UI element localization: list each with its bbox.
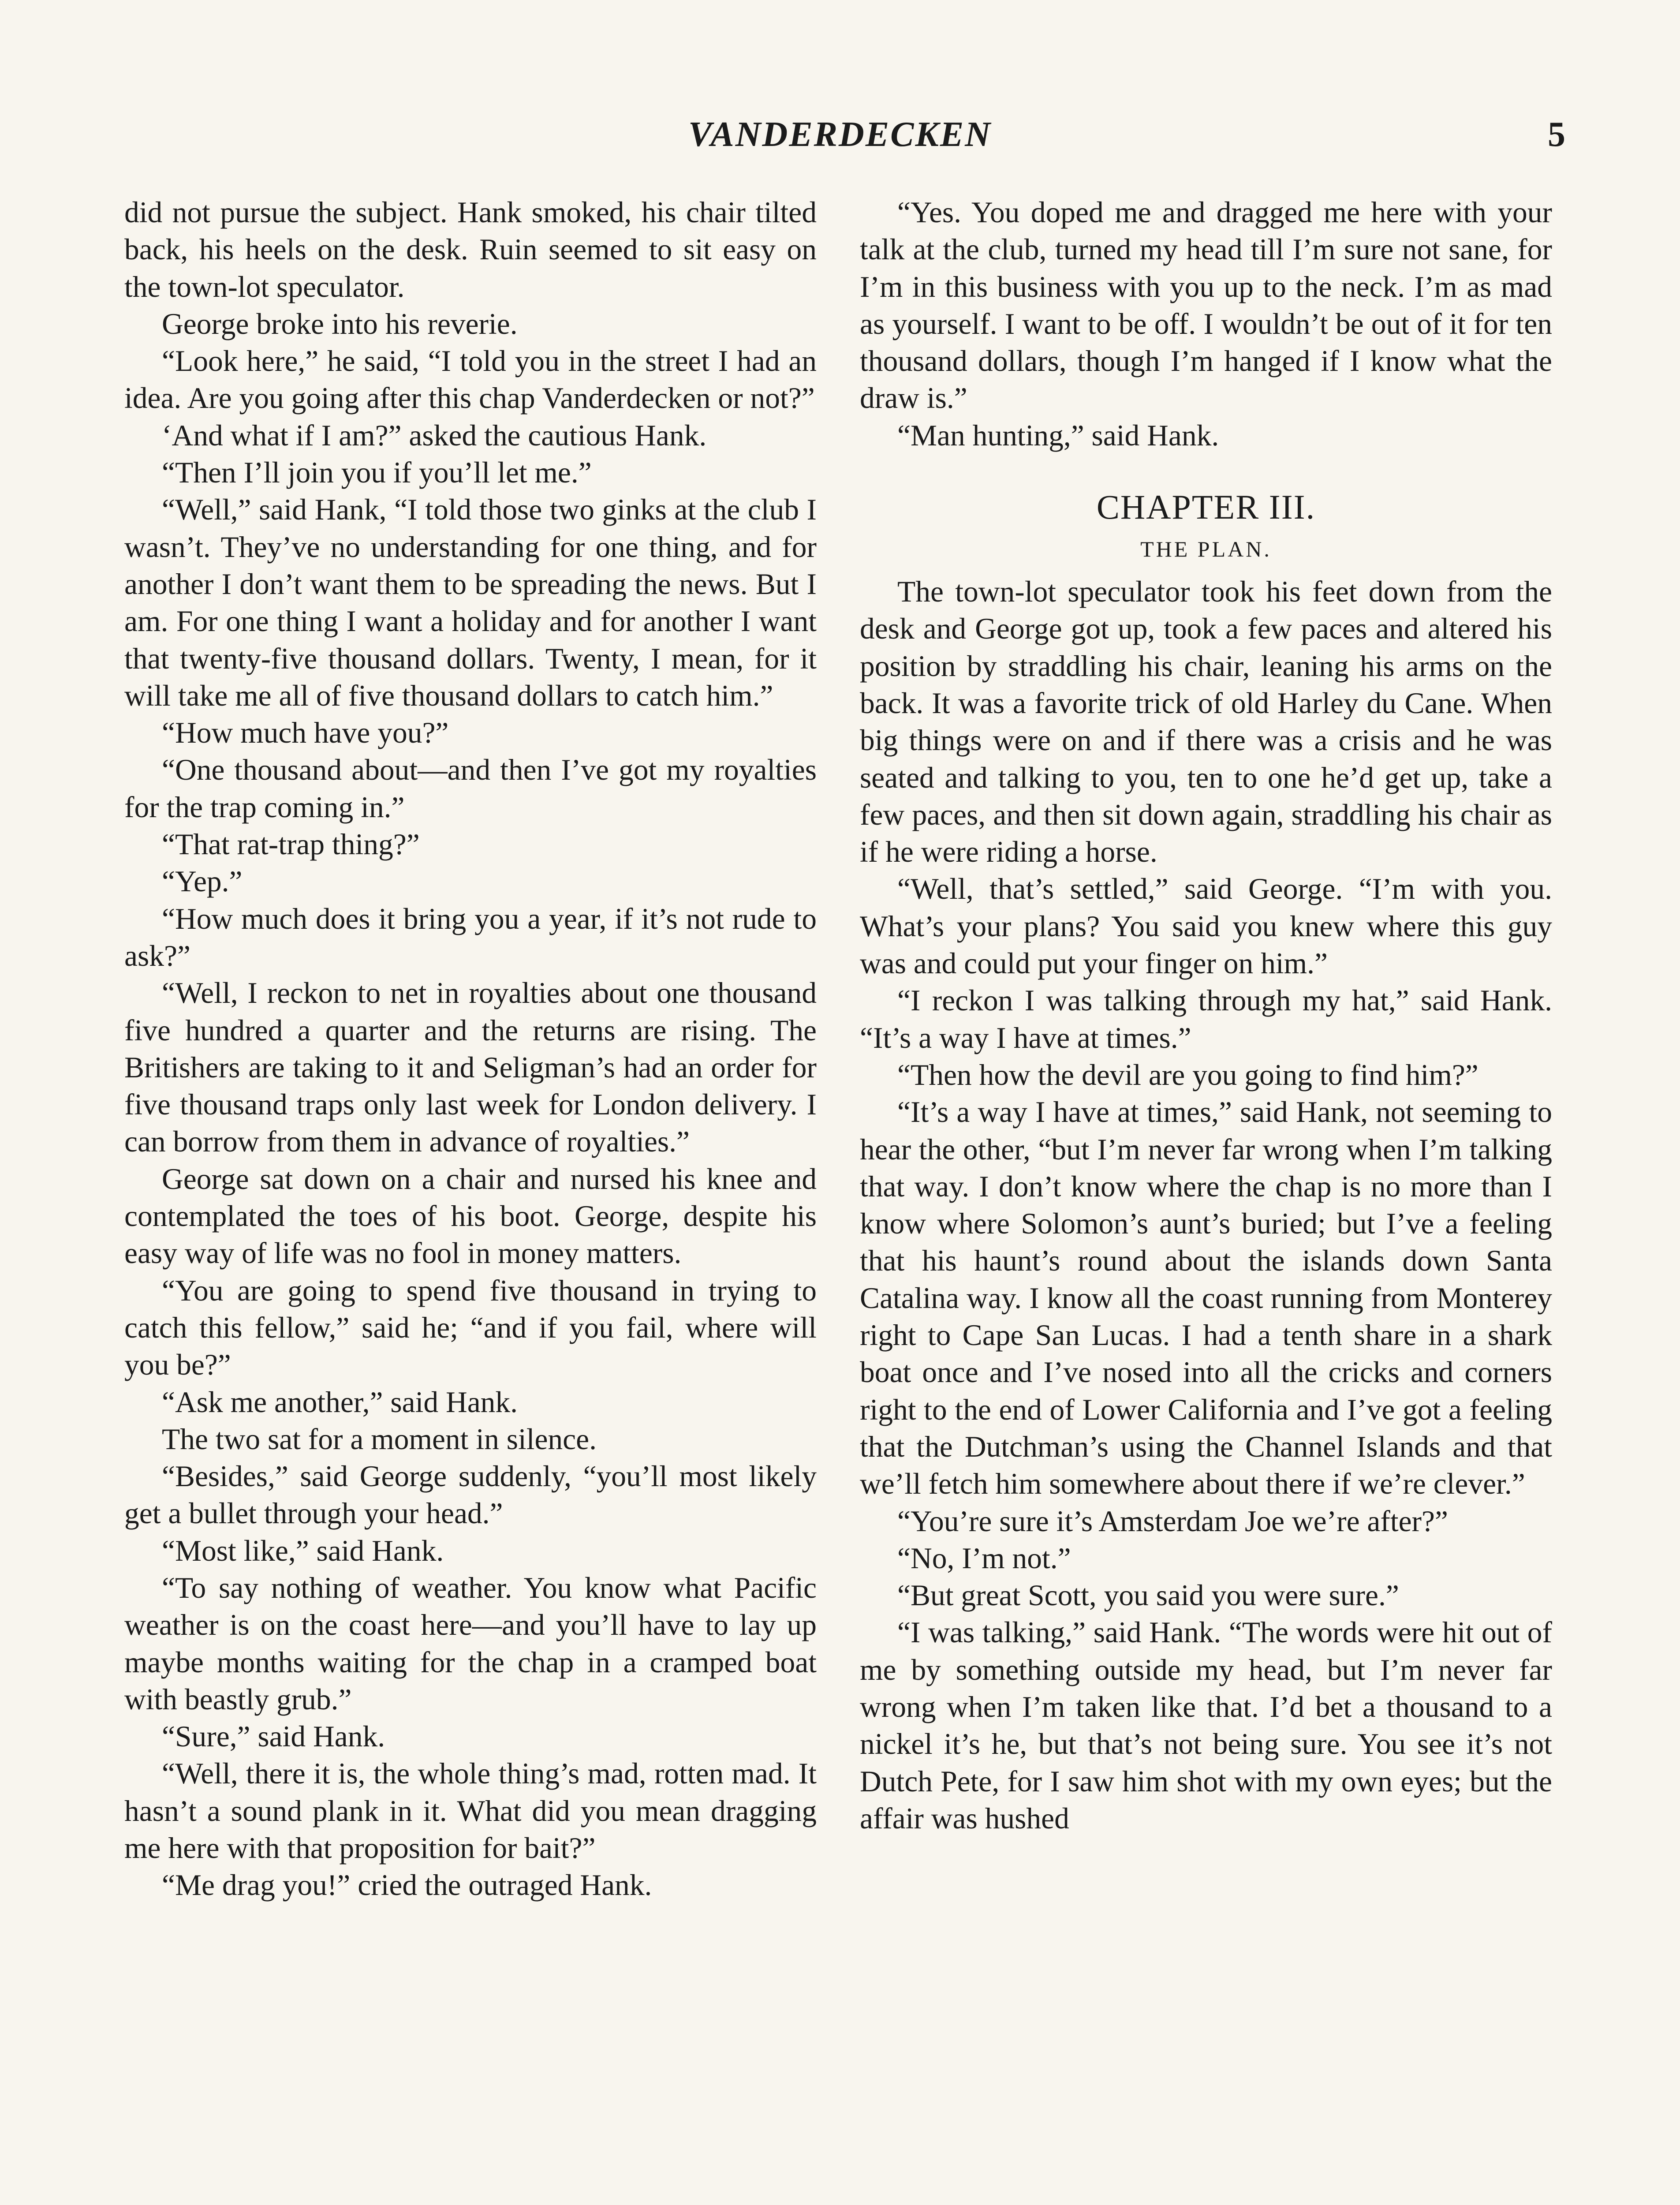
paragraph: “I reckon I was talking through my hat,” said Hank. “It’s a way I have at times.” — [860, 984, 1552, 1054]
paragraph: The two sat for a moment in silence. — [162, 1422, 597, 1456]
paragraph: George broke into his reverie. — [162, 307, 518, 340]
paragraph: “One thousand about—and then I’ve got my royalties for the trap coming in.” — [124, 753, 817, 824]
paragraph: “That rat-trap thing?” — [162, 828, 420, 861]
paragraph: “No, I’m not.” — [897, 1541, 1071, 1575]
paragraph: “To say nothing of weather. You know what Pacific weather is on the coast here—and you’ll have to lay up maybe months waiting for the chap in a cramped boat with beastly grub.” — [124, 1571, 817, 1716]
paragraph: “Ask me another,” said Hank. — [162, 1385, 518, 1419]
paragraph: “Man hunting,” said Hank. — [897, 419, 1219, 452]
chapter-subheading: THE PLAN. — [1140, 537, 1272, 562]
running-title: VANDERDECKEN — [688, 115, 992, 154]
paragraph: George sat down on a chair and nursed his knee and contemplated the toes of his boot. George, despite his easy way of life was no fool in money matters. — [124, 1162, 817, 1270]
paragraph: did not pursue the subject. Hank smoked, his chair tilted back, his heels on the desk. Ruin seemed to sit easy on the town-lot speculator. — [124, 196, 817, 303]
paragraph: “You’re sure it’s Amsterdam Joe we’re after?” — [897, 1504, 1448, 1538]
paragraph: “Then I’ll join you if you’ll let me.” — [162, 456, 592, 490]
left-column — [124, 194, 817, 1904]
paragraph: “It’s a way I have at times,” said Hank, not seeming to hear the other, “but I’m never far wrong when I’m talking that way. I don’t know where the chap is no more than I know where Solomon’s aunt’s buried; but I’ve a feeling that his haunt’s round about the islands down Santa Catalina way. I know all the coast running from Monterey right to Cape San Lucas. I had a tenth share in a shark boat once and I’ve nosed into all the cricks and corners right to the end of Lower California and I’ve got a feeling that the Dutchman’s using the Channel Islands and that we’ll fetch him somewhere about there if we’re clever.” — [860, 1095, 1552, 1501]
paragraph: “Sure,” said Hank. — [162, 1720, 385, 1753]
paragraph: “Yep.” — [162, 865, 243, 898]
page-number: 5 — [1548, 115, 1565, 154]
paragraph: “Well,” said Hank, “I told those two ginks at the club I wasn’t. They’ve no understanding for one thing, and for another I don’t want them to be spreading the news. But I am. For one thing I want a holiday and for another I want that twenty-five thousand dollars. Twenty, I mean, for it will take me all of five thousand dollars to catch him.” — [124, 493, 817, 712]
paragraph: ‘And what if I am?” asked the cautious Hank. — [162, 419, 707, 452]
paragraph: “You are going to spend five thousand in trying to catch this fellow,” said he; “and if you fail, where will you be?” — [124, 1274, 817, 1382]
paragraph: “Besides,” said George suddenly, “you’ll most likely get a bullet through your head.” — [124, 1460, 817, 1530]
paragraph: “Most like,” said Hank. — [162, 1534, 444, 1567]
paragraph: “Me drag you!” cried the outraged Hank. — [162, 1869, 652, 1902]
chapter-heading: CHAPTER III. — [1096, 488, 1316, 527]
paragraph: “Well, there it is, the whole thing’s mad, rotten mad. It hasn’t a sound plank in it. What did you mean dragging me here with that proposition for bait?” — [124, 1757, 817, 1865]
paragraph: The town-lot speculator took his feet down from the desk and George got up, took a few paces and altered his position by straddling his chair, leaning his arms on the back. It was a favorite trick of old Harley du Cane. When big things were on and if there was a crisis and he was seated and talking to you, ten to one he’d get up, take a few paces, and then sit down again, straddling his chair as if he were riding a horse. — [860, 575, 1552, 869]
paragraph: “Well, I reckon to net in royalties about one thousand five hundred a quarter and the returns are rising. The Britishers are taking to it and Seligman’s had an order for five thousand traps only last week for London delivery. I can borrow from them in advance of royalties.” — [124, 976, 817, 1159]
paragraph: “Then how the devil are you going to find him?” — [897, 1058, 1478, 1091]
paragraph: “Well, that’s settled,” said George. “I’m with you. What’s your plans? You said you knew where this guy was and could put your finger on him.” — [860, 872, 1552, 980]
paragraph: “But great Scott, you said you were sure.” — [897, 1579, 1399, 1612]
paragraph: “I was talking,” said Hank. “The words were hit out of me by something outside my head, but I’m never far wrong when I’m taken like that. I’d bet a thousand to a nickel it’s he, but that’s not being sure. You see it’s not Dutch Pete, for I saw him shot with my own eyes; but the affair was hushed — [860, 1616, 1552, 1835]
right-column — [860, 194, 1552, 1837]
paragraph: “How much does it bring you a year, if it’s not rude to ask?” — [124, 902, 817, 972]
paragraph: “How much have you?” — [162, 716, 449, 750]
paragraph: “Look here,” he said, “I told you in the street I had an idea. Are you going after this chap Vanderdecken or not?” — [124, 344, 817, 415]
paragraph: “Yes. You doped me and dragged me here with your talk at the club, turned my head till I’m sure not sane, for I’m in this business with you up to the neck. I’m as mad as yourself. I want to be off. I wouldn’t be out of it for ten thousand dollars, though I’m hanged if I know what the draw is.” — [860, 196, 1552, 415]
